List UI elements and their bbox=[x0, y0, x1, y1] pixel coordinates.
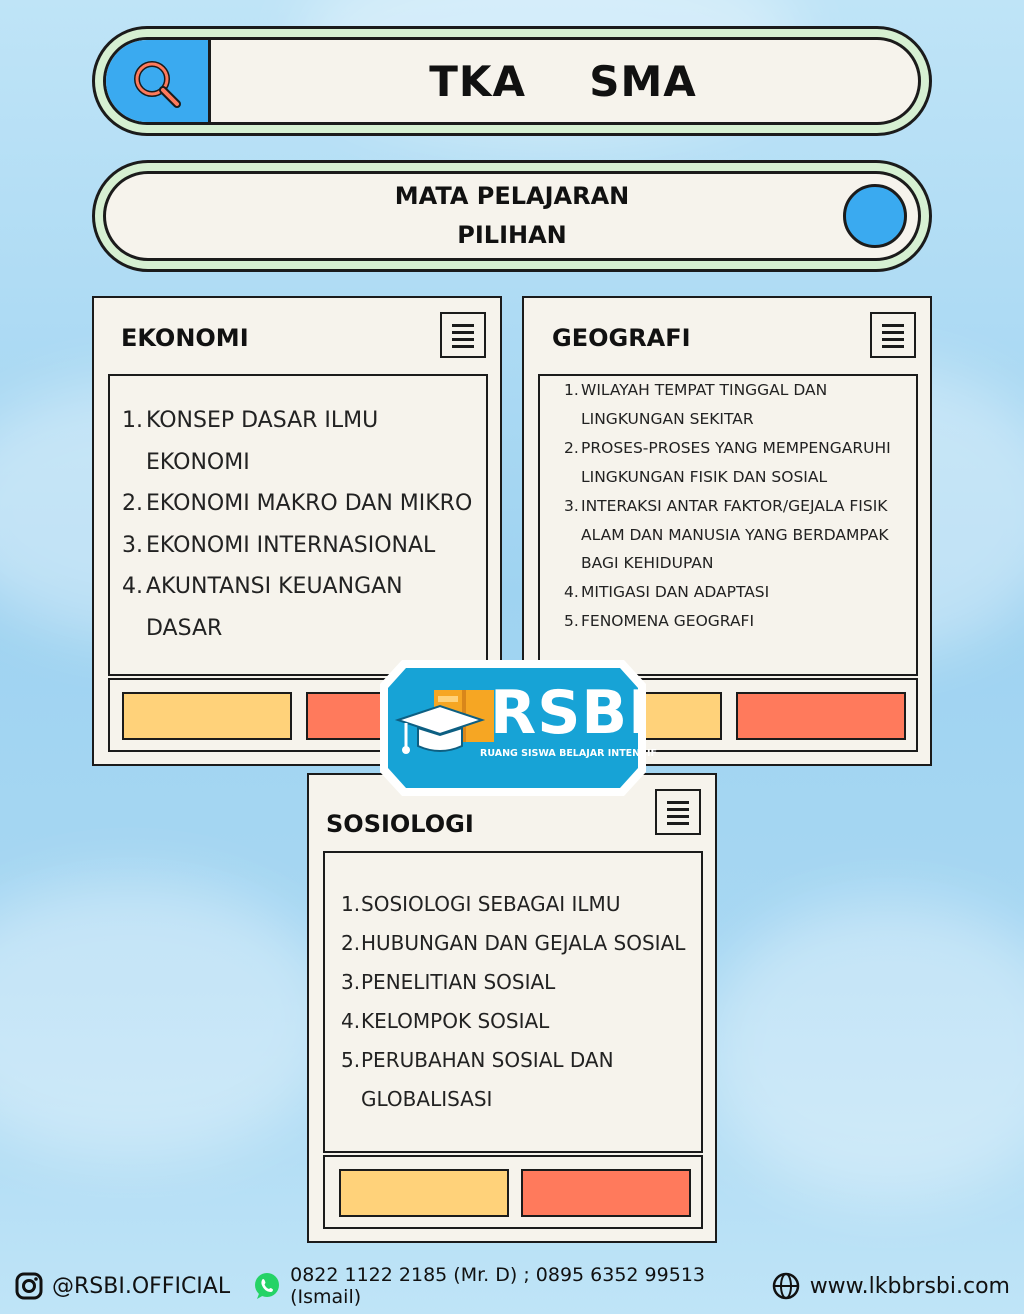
list-item-text: KONSEP DASAR ILMU EKONOMI bbox=[146, 408, 379, 475]
list-item-number: 4. bbox=[122, 574, 143, 599]
page-title: TKA SMA bbox=[429, 56, 697, 106]
whatsapp-numbers[interactable]: 0822 1122 2185 (Mr. D) ; 0895 6352 99513 (Ismail) bbox=[290, 1264, 705, 1308]
search-button[interactable] bbox=[106, 40, 211, 122]
menu-icon[interactable] bbox=[440, 312, 486, 358]
list-item-text: EKONOMI INTERNASIONAL bbox=[146, 532, 436, 558]
list-item-number: 3. bbox=[564, 496, 579, 515]
list-item bbox=[564, 434, 914, 492]
instagram-contact[interactable] bbox=[14, 1271, 230, 1301]
red-button[interactable] bbox=[521, 1169, 691, 1217]
list-item-text: KELOMPOK SOSIAL bbox=[361, 1009, 550, 1033]
footer bbox=[14, 1264, 1010, 1308]
list-item-number: 2. bbox=[122, 491, 143, 516]
logo-name: RSBI bbox=[490, 678, 652, 748]
menu-icon[interactable] bbox=[655, 789, 701, 835]
topic-list bbox=[122, 400, 478, 649]
list-item-number: 2. bbox=[564, 438, 579, 457]
card-title: GEOGRAFI bbox=[552, 324, 691, 352]
blue-dot-button[interactable] bbox=[843, 184, 907, 248]
list-item-number: 2. bbox=[341, 931, 361, 955]
topic-list bbox=[341, 885, 701, 1119]
card-content-panel bbox=[108, 374, 488, 676]
list-item-text: PENELITIAN SOSIAL bbox=[361, 970, 556, 994]
list-item-number: 5. bbox=[564, 612, 579, 631]
card-title: SOSIOLOGI bbox=[326, 810, 474, 838]
search-bar-frame bbox=[92, 26, 932, 136]
whatsapp-contact[interactable] bbox=[252, 1264, 748, 1308]
logo-tagline: RUANG SISWA BELAJAR INTENSIF bbox=[480, 748, 657, 759]
list-item-number: 3. bbox=[341, 970, 361, 994]
list-item-text: PROSES-PROSES YANG MEMPENGARUHI LINGKUNGAN FISIK DAN SOSIAL bbox=[581, 438, 891, 486]
red-button[interactable] bbox=[736, 692, 906, 740]
list-item bbox=[564, 492, 914, 579]
list-item-text: EKONOMI MAKRO DAN MIKRO bbox=[146, 491, 473, 516]
yellow-button[interactable] bbox=[339, 1169, 509, 1217]
yellow-button[interactable] bbox=[122, 692, 292, 740]
globe-icon bbox=[770, 1271, 802, 1301]
background-cloud bbox=[700, 900, 1024, 1200]
list-item-number: 3. bbox=[122, 532, 143, 558]
card-content-panel bbox=[323, 851, 703, 1153]
instagram-handle[interactable]: @RSBI.OFFICIAL bbox=[52, 1273, 231, 1299]
list-item-text: PERUBAHAN SOSIAL DAN GLOBALISASI bbox=[361, 1048, 614, 1111]
list-item bbox=[341, 924, 701, 963]
background-cloud bbox=[0, 880, 340, 1160]
subtitle-line-1: MATA PELAJARAN bbox=[394, 182, 630, 210]
list-item-text: WILAYAH TEMPAT TINGGAL DAN LINGKUNGAN SEKITAR bbox=[581, 381, 828, 428]
subtitle-line-2: PILIHAN bbox=[457, 221, 567, 249]
menu-icon[interactable] bbox=[870, 312, 916, 358]
list-item bbox=[122, 566, 478, 649]
subtitle bbox=[106, 174, 918, 258]
list-item-number: 1. bbox=[122, 408, 143, 433]
list-item bbox=[341, 1002, 701, 1041]
card-content-panel bbox=[538, 374, 918, 676]
list-item bbox=[122, 400, 478, 483]
list-item-text: FENOMENA GEOGRAFI bbox=[581, 612, 755, 631]
list-item-text: SOSIOLOGI SEBAGAI ILMU bbox=[361, 892, 621, 916]
list-item bbox=[564, 607, 914, 636]
search-icon bbox=[130, 57, 186, 113]
list-item-text: HUBUNGAN DAN GEJALA SOSIAL bbox=[361, 931, 686, 955]
list-item-text: MITIGASI DAN ADAPTASI bbox=[581, 583, 770, 602]
list-item bbox=[122, 525, 478, 567]
subtitle-pill bbox=[103, 171, 921, 261]
list-item-number: 1. bbox=[564, 381, 579, 399]
list-item bbox=[341, 885, 701, 924]
list-item-number: 4. bbox=[341, 1009, 361, 1033]
list-item-text: INTERAKSI ANTAR FAKTOR/GEJALA FISIK ALAM DAN MANUSIA YANG BERDAMPAK BAGI KEHIDUPAN bbox=[581, 496, 889, 573]
card-title: EKONOMI bbox=[121, 324, 249, 352]
website-contact[interactable] bbox=[770, 1271, 1010, 1301]
list-item-text: AKUNTANSI KEUANGAN DASAR bbox=[146, 574, 403, 641]
topic-list bbox=[564, 376, 914, 636]
list-item bbox=[564, 376, 914, 434]
list-item bbox=[341, 963, 701, 1002]
list-item-number: 1. bbox=[341, 892, 361, 916]
list-item-number: 5. bbox=[341, 1048, 361, 1072]
list-item-number: 4. bbox=[564, 583, 579, 602]
rsbi-logo bbox=[378, 656, 657, 800]
card-button-bar bbox=[323, 1155, 703, 1229]
website-url[interactable]: www.lkbbrsbi.com bbox=[809, 1273, 1010, 1299]
instagram-icon bbox=[14, 1271, 44, 1301]
search-bar[interactable] bbox=[103, 37, 921, 125]
card-sosiologi bbox=[307, 773, 717, 1243]
list-item bbox=[122, 483, 478, 525]
list-item bbox=[564, 578, 914, 607]
subtitle-frame bbox=[92, 160, 932, 272]
whatsapp-icon bbox=[252, 1271, 282, 1301]
list-item bbox=[341, 1041, 701, 1119]
